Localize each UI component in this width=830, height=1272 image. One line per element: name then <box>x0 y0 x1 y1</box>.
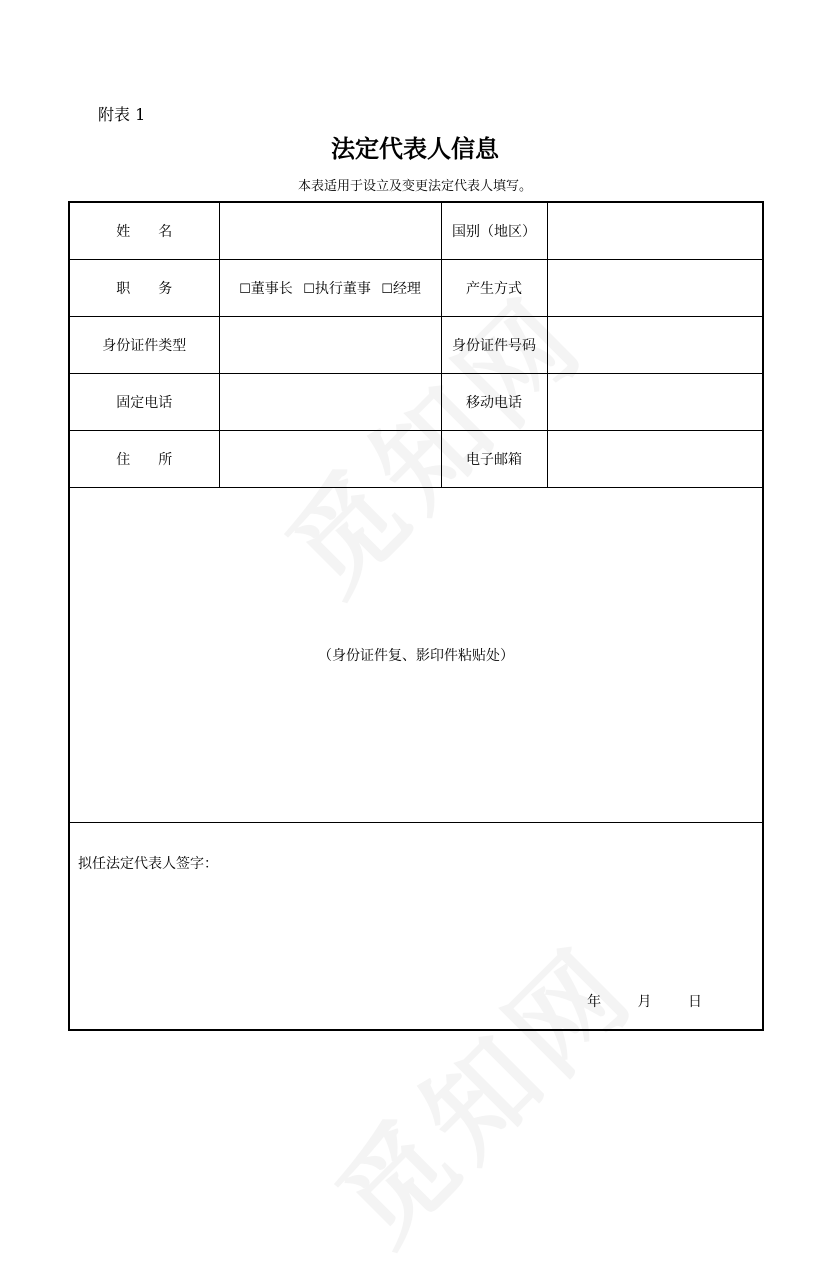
date-year: 年 <box>587 994 602 1010</box>
signature-area[interactable] <box>69 823 763 1031</box>
chairman-option-label: 董事长 <box>250 281 293 297</box>
mobile-label: 移动电话 <box>441 374 547 431</box>
landline-label: 固定电话 <box>69 374 219 431</box>
date-month: 月 <box>637 994 652 1010</box>
executive-director-option-label: 执行董事 <box>314 281 371 297</box>
table-row <box>69 823 763 1031</box>
mobile-field[interactable] <box>547 374 763 431</box>
table-row <box>69 260 763 317</box>
nationality-field[interactable] <box>547 202 763 260</box>
manager-checkbox[interactable] <box>381 281 421 297</box>
id-copy-paste-area[interactable] <box>69 488 763 823</box>
checkbox-icon[interactable]: ☐ <box>303 282 315 297</box>
email-label: 电子邮箱 <box>441 431 547 488</box>
address-field[interactable] <box>219 431 441 488</box>
name-field[interactable] <box>219 202 441 260</box>
checkbox-icon[interactable]: ☐ <box>381 282 393 297</box>
executive-director-checkbox[interactable] <box>303 281 371 297</box>
form-instructions: 本表适用于设立及变更法定代表人填写。 <box>297 179 532 194</box>
id-type-label: 身份证件类型 <box>69 317 219 374</box>
appendix-label: 附表 1 <box>98 105 146 124</box>
table-row <box>69 431 763 488</box>
id-number-label: 身份证件号码 <box>441 317 547 374</box>
position-label: 职 务 <box>69 260 219 317</box>
email-field[interactable] <box>547 431 763 488</box>
chairman-checkbox[interactable] <box>239 281 293 297</box>
address-label: 住 所 <box>69 431 219 488</box>
manager-option-label: 经理 <box>392 281 421 297</box>
table-row <box>69 202 763 260</box>
table-row <box>69 317 763 374</box>
id-type-field[interactable] <box>219 317 441 374</box>
id-copy-paste-hint: （身份证件复、影印件粘贴处） <box>318 648 514 664</box>
landline-field[interactable] <box>219 374 441 431</box>
legal-representative-form <box>68 201 764 1031</box>
table-row <box>69 488 763 823</box>
signature-date <box>587 991 702 1011</box>
signature-label: 拟任法定代表人签字： <box>78 856 218 872</box>
table-row <box>69 374 763 431</box>
position-options <box>219 260 441 317</box>
nationality-label: 国别（地区） <box>441 202 547 260</box>
appointment-method-field[interactable] <box>547 260 763 317</box>
name-label: 姓 名 <box>69 202 219 260</box>
id-number-field[interactable] <box>547 317 763 374</box>
appointment-method-label: 产生方式 <box>441 260 547 317</box>
date-day: 日 <box>688 994 702 1010</box>
checkbox-icon[interactable]: ☐ <box>239 282 251 297</box>
page-title: 法定代表人信息 <box>331 135 499 163</box>
